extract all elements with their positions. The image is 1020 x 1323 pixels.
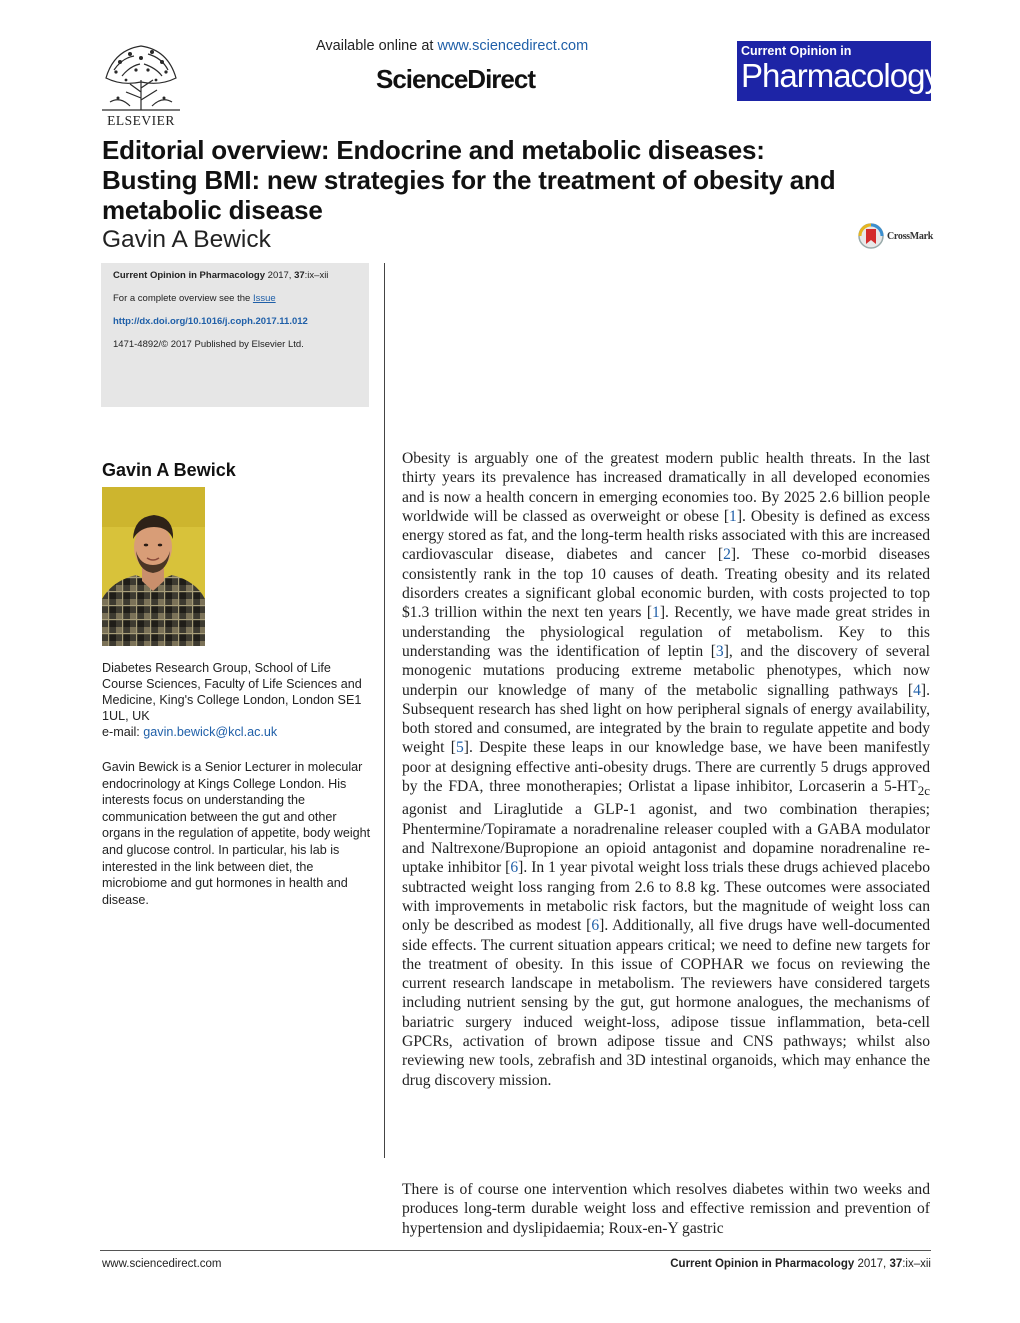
footer-pages: :ix–xii — [902, 1258, 931, 1270]
info-copyright: 1471-4892/© 2017 Published by Elsevier Ltd. — [113, 339, 304, 350]
journal-logo-main: Pharmacology — [741, 57, 940, 94]
p1-text-7: ]. Despite these leaps in our knowledge base, we have been manifestly poor at designing effective anti-obesity drugs. There are currently 5 drugs approved by the FDA, three monotherapies; Orlistat a lipase inhibitor, Lorcaserin a 5-HT — [402, 739, 930, 796]
available-online-line — [316, 38, 588, 54]
reference-link-6[interactable]: 6 — [510, 859, 519, 877]
p1-text-4: ]. Recently, we have made great strides in understanding the physiological regulation of metabolism. Key to this understanding was the identification of leptin [ — [402, 604, 930, 660]
article-title: Editorial overview: Endocrine and metabolic diseases: Busting BMI: new strategies for the treatment of obesity and metabolic disease — [102, 135, 836, 225]
reference-link-2[interactable]: 2 — [723, 546, 731, 564]
sidebar-author-name: Gavin A Bewick — [102, 460, 236, 480]
body-paragraph-2: There is of course one intervention which resolves diabetes within two weeks and produces long-term durable weight loss and effective remission and prevention of hypertension and dyslipidaemia; Roux-en-Y gastric — [402, 1181, 930, 1237]
sciencedirect-brand: ScienceDirect — [376, 64, 535, 94]
info-doi-row — [113, 316, 357, 327]
p1-text-10: ]. Additionally, all five drugs have well-documented side effects. The current situation appears critical; we need to define new targets for the treatment of obesity. In this issue of COPHAR we focus on reviewing the current research landscape in metabolism. The reviewers have considered targets including nutrient sensing by the gut, gut hormone analogues, the mechanisms of bariatric surgery induced weight-loss, adipose tissue inflammation, beta-cell GPCRs, activation of brown adipose tissue and CNS pathways; whilst also reviewing new tools, zebrafish and 3D intestinal organoids, which may enhance the drug discovery mission. — [402, 917, 930, 1089]
reference-link-6b[interactable]: 6 — [591, 917, 600, 935]
reference-link-5[interactable]: 5 — [455, 739, 464, 757]
p1-text-5: ], and the discovery of several monogenic mutations producing extreme metabolic phenotypes, which now underpin our knowledge of many of the metabolic signalling pathways [ — [402, 642, 931, 699]
doi-link[interactable]: http://dx.doi.org/10.1016/j.coph.2017.11.012 — [113, 316, 308, 327]
footer-citation — [670, 1258, 931, 1270]
body-paragraph-1 — [402, 449, 930, 1090]
author-bio: Gavin Bewick is a Senior Lecturer in molecular endocrinology at Kings College London. His interests focus on understanding the communication between the gut and other organs in the regulation of appetite, body weight and glucose control. In particular, his lab is interested in the link between diet, the microbiome and gut hormones in health and disease. — [102, 760, 371, 907]
journal-logo-top: Current Opinion in — [741, 44, 852, 58]
email-label: e-mail: — [102, 725, 144, 739]
info-journal: Current Opinion in Pharmacology — [113, 270, 266, 281]
crossmark-icon — [858, 222, 884, 250]
reference-link-3[interactable]: 3 — [715, 642, 724, 660]
available-online-prefix: Available online at — [316, 38, 438, 54]
crossmark-badge[interactable] — [858, 221, 938, 251]
footer-volume: 37 — [889, 1258, 903, 1270]
info-citation — [113, 270, 357, 281]
article-info-box — [101, 263, 369, 407]
footer-rule — [100, 1250, 931, 1251]
info-volume: 37 — [294, 270, 305, 281]
email-link[interactable]: gavin.bewick@kcl.ac.uk — [143, 725, 278, 739]
info-pages: :ix–xii — [304, 270, 329, 281]
column-divider — [384, 263, 385, 1158]
elsevier-tree-icon — [100, 40, 182, 112]
crossmark-label: CrossMark — [887, 230, 934, 242]
p1-text-9: ]. In 1 year pivotal weight loss trials these drugs achieved placebo subtracted weight loss ranging from 2.6 to 8.8 kg. These outcomes were associated with improvements in metabolic risk factors, but the magnitude of weight loss can only be described as modest [ — [402, 859, 930, 935]
sciencedirect-link[interactable]: www.sciencedirect.com — [437, 38, 589, 54]
p1-text-3: ]. These co-morbid diseases consistently rank in the top 10 causes of death. Treating obesity and its related disorders creates a significant global economic burden, with costs projected to top $1.3 trillion within the next ten years [ — [402, 546, 930, 622]
p1-text-8: agonist and Liraglutide a GLP-1 agonist, and two combination therapies; Phentermine/Topiramate a noradrenaline releaser coupled with a GABA modulator and Naltrexone/Bupropione an opioid antagonist and dopamine noradrenaline re-uptake inhibitor [ — [402, 801, 930, 877]
footer-journal: Current Opinion in Pharmacology — [670, 1258, 855, 1270]
footer-url: www.sciencedirect.com — [102, 1258, 222, 1270]
author-name: Gavin A Bewick — [102, 226, 271, 253]
reference-link-1b[interactable]: 1 — [652, 604, 660, 622]
issue-link[interactable]: Issue — [252, 293, 276, 304]
journal-logo — [737, 41, 940, 101]
affiliation-text: Diabetes Research Group, School of Life Course Sciences, Faculty of Life Sciences and Medicine, King's College London, London SE1 1UL, UK — [102, 661, 362, 723]
info-year: 2017, — [265, 270, 295, 281]
author-affiliation — [102, 660, 370, 740]
info-overview-prefix: For a complete overview see the — [113, 293, 253, 304]
reference-link-1[interactable]: 1 — [729, 507, 737, 525]
footer-year: 2017, — [854, 1258, 890, 1270]
elsevier-wordmark: ELSEVIER — [107, 113, 175, 128]
p1-text-1: Obesity is arguably one of the greatest modern public health threats. In the last thirty years its prevalence has increased dramatically in all developed economies and is now a health concern in emerging economies too. By 2025 2.6 billion people worldwide will be classed as overweight or obese [ — [402, 450, 930, 525]
subscript-2c: 2c — [917, 783, 930, 799]
reference-link-4[interactable]: 4 — [913, 681, 921, 699]
author-photo — [102, 487, 205, 646]
info-overview — [113, 293, 357, 304]
elsevier-logo — [100, 40, 182, 128]
p1-text-2: ]. Obesity is defined as excess energy stored as fat, and the long-term health risks associated with this are increased cardiovascular disease, diabetes and cancer [ — [402, 507, 930, 564]
p1-text-6: ]. Subsequent research has shed light on how peripheral signals of energy availability, both stored and consumed, are integrated by the brain to regulate appetite and body weight [ — [402, 681, 930, 757]
